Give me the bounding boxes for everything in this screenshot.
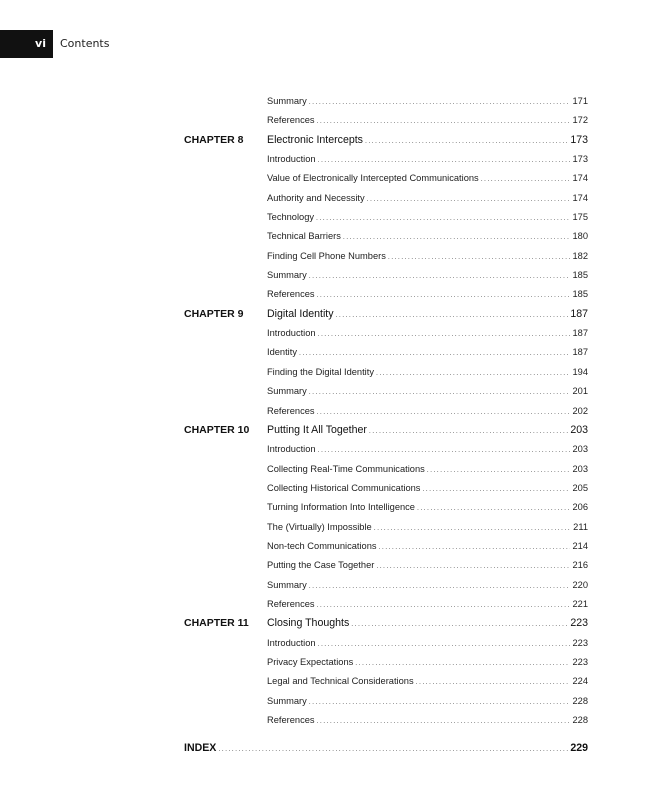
toc-section-row <box>0 382 647 401</box>
chapter-number: CHAPTER 10 <box>184 423 250 436</box>
toc-section-entry[interactable] <box>267 92 588 111</box>
toc-section-row <box>0 576 647 595</box>
page-number: 203 <box>572 444 588 455</box>
toc-section-row <box>0 653 647 672</box>
page-number: 187 <box>572 347 588 358</box>
section-title: Value of Electronically Intercepted Communications <box>267 173 479 184</box>
page-number: 220 <box>572 579 588 590</box>
toc-section-entry[interactable] <box>267 169 588 188</box>
toc-section-row <box>0 440 647 459</box>
chapter-number: CHAPTER 11 <box>184 617 249 630</box>
dot-leader <box>318 325 571 344</box>
toc-section-row <box>0 460 647 479</box>
toc-section-row <box>0 227 647 246</box>
toc-chapter-row <box>0 614 647 633</box>
page-number: 216 <box>572 560 588 571</box>
section-title: Legal and Technical Considerations <box>267 676 414 687</box>
chapter-title: Putting It All Together <box>267 423 367 436</box>
page-number: 203 <box>570 423 588 436</box>
toc-section-entry[interactable] <box>267 150 588 169</box>
page-number: 180 <box>572 231 588 242</box>
dot-leader <box>309 577 571 596</box>
toc-chapter-row <box>0 421 647 440</box>
toc-section-row <box>0 324 647 343</box>
toc-section-entry[interactable] <box>267 498 588 517</box>
toc-section-entry[interactable] <box>267 595 588 614</box>
page-number: 171 <box>572 96 588 106</box>
toc-section-entry[interactable] <box>267 363 588 382</box>
dot-leader <box>343 228 571 247</box>
dot-leader <box>416 673 571 692</box>
dot-leader <box>427 461 571 480</box>
page-number-badge: vi <box>0 30 53 58</box>
dot-leader <box>422 480 570 499</box>
toc-section-entry[interactable] <box>267 343 588 362</box>
toc-section-entry[interactable] <box>267 518 588 537</box>
chapter-number: CHAPTER 8 <box>184 133 244 146</box>
dot-leader <box>309 93 571 112</box>
toc-section-row <box>0 363 647 382</box>
toc-section-entry[interactable] <box>267 266 588 285</box>
toc-section-row <box>0 285 647 304</box>
dot-leader <box>316 209 570 228</box>
dot-leader <box>374 519 571 538</box>
toc-section-row <box>0 711 647 730</box>
dot-leader <box>318 151 571 170</box>
page-number: 185 <box>572 270 588 281</box>
toc-section-row <box>0 169 647 188</box>
page-number: 173 <box>572 154 588 165</box>
chapter-title: Closing Thoughts <box>267 617 350 630</box>
section-title: References <box>267 115 315 126</box>
section-title: Summary <box>267 386 307 397</box>
toc-section-entry[interactable] <box>267 440 588 459</box>
toc-section-row <box>0 498 647 517</box>
page-number: 172 <box>572 115 588 126</box>
dot-leader <box>317 286 571 305</box>
section-title: Turning Information Into Intelligence <box>267 502 415 513</box>
dot-leader <box>351 615 568 634</box>
toc-section-entry[interactable] <box>267 537 588 556</box>
toc-section-entry[interactable] <box>267 634 588 653</box>
dot-leader <box>317 596 571 615</box>
toc-section-entry[interactable] <box>267 711 588 730</box>
section-title: Finding Cell Phone Numbers <box>267 250 386 261</box>
page-number: 223 <box>572 637 588 648</box>
section-title: Summary <box>267 579 307 590</box>
toc-section-row <box>0 634 647 653</box>
dot-leader <box>317 112 571 131</box>
dot-leader <box>336 306 569 325</box>
toc-section-row <box>0 692 647 711</box>
section-title: Privacy Expectations <box>267 656 354 667</box>
toc-section-row <box>0 537 647 556</box>
dot-leader <box>481 170 571 189</box>
toc-section-row <box>0 556 647 575</box>
section-title: References <box>267 598 315 609</box>
page-number: 201 <box>572 386 588 397</box>
dot-leader <box>355 654 570 673</box>
index-page-number: 229 <box>570 742 588 754</box>
toc-section-entry[interactable] <box>267 382 588 401</box>
page-number: 187 <box>570 307 588 320</box>
section-title: Introduction <box>267 637 316 648</box>
dot-leader <box>318 441 571 460</box>
dot-leader <box>376 557 570 576</box>
toc-section-row <box>0 92 647 111</box>
chapter-number: CHAPTER 9 <box>184 307 244 320</box>
toc-section-row <box>0 343 647 362</box>
page-number: 228 <box>572 715 588 725</box>
toc-section-entry[interactable] <box>267 111 588 130</box>
page-number: 174 <box>572 173 588 184</box>
section-title: Collecting Historical Communications <box>267 482 421 493</box>
section-title: Summary <box>267 695 307 706</box>
toc-section-entry[interactable] <box>267 247 588 266</box>
toc-section-row <box>0 247 647 266</box>
toc-index-entry[interactable] <box>184 738 588 758</box>
section-title: References <box>267 715 315 725</box>
toc-chapter-entry[interactable] <box>267 614 588 633</box>
section-title: Technical Barriers <box>267 231 341 242</box>
toc-chapter-entry[interactable] <box>267 305 588 324</box>
page-number: 228 <box>572 695 588 706</box>
page-number: 223 <box>572 656 588 667</box>
toc-section-row <box>0 208 647 227</box>
page-number: 211 <box>573 521 588 532</box>
toc-section-entry[interactable] <box>267 576 588 595</box>
page-number: 223 <box>570 617 588 630</box>
dot-leader <box>317 403 571 422</box>
section-title: Authority and Necessity <box>267 192 365 203</box>
chapter-title: Electronic Intercepts <box>267 133 363 146</box>
section-title: References <box>267 289 315 300</box>
section-title: Introduction <box>267 328 316 339</box>
toc-section-row <box>0 595 647 614</box>
dot-leader <box>309 693 571 712</box>
dot-leader <box>218 740 568 760</box>
toc-section-entry[interactable] <box>267 653 588 672</box>
page-number: 174 <box>572 192 588 203</box>
page-number: 182 <box>572 250 588 261</box>
page-number: 203 <box>572 463 588 474</box>
section-title: Summary <box>267 96 307 106</box>
dot-leader <box>417 499 571 518</box>
toc-section-entry[interactable] <box>267 460 588 479</box>
toc-section-entry[interactable] <box>267 189 588 208</box>
section-title: The (Virtually) Impossible <box>267 521 372 532</box>
toc-section-row <box>0 150 647 169</box>
toc-section-row <box>0 518 647 537</box>
dot-leader <box>309 267 571 286</box>
toc-chapter-row <box>0 131 647 150</box>
dot-leader <box>379 538 571 557</box>
toc-chapter-entry[interactable] <box>267 421 588 440</box>
running-header-title: Contents <box>60 37 110 50</box>
toc-section-entry[interactable] <box>267 227 588 246</box>
toc-section-row <box>0 402 647 421</box>
toc-section-row <box>0 672 647 691</box>
toc-section-row <box>0 189 647 208</box>
dot-leader <box>317 712 571 731</box>
page-number: 205 <box>572 482 588 493</box>
toc-section-row <box>0 266 647 285</box>
index-label: INDEX <box>184 742 217 754</box>
page-number: 194 <box>572 366 588 377</box>
section-title: Non-tech Communications <box>267 540 377 551</box>
toc-chapter-entry[interactable] <box>267 131 588 150</box>
page-number: 221 <box>572 598 588 609</box>
toc-section-entry[interactable] <box>267 556 588 575</box>
page-number: 214 <box>572 540 588 551</box>
chapter-title: Digital Identity <box>267 307 334 320</box>
section-title: Summary <box>267 270 307 281</box>
section-title: Identity <box>267 347 297 358</box>
dot-leader <box>299 344 571 363</box>
dot-leader <box>376 364 571 383</box>
toc-section-row <box>0 479 647 498</box>
toc-section-entry[interactable] <box>267 479 588 498</box>
toc-section-entry[interactable] <box>267 672 588 691</box>
dot-leader <box>388 248 571 267</box>
dot-leader <box>369 422 568 441</box>
toc-section-entry[interactable] <box>267 324 588 343</box>
dot-leader <box>367 190 571 209</box>
section-title: Finding the Digital Identity <box>267 366 374 377</box>
section-title: Technology <box>267 212 315 223</box>
toc-section-entry[interactable] <box>267 402 588 421</box>
section-title: References <box>267 405 315 416</box>
page-number: 185 <box>572 289 588 300</box>
toc-section-row <box>0 111 647 130</box>
section-title: Introduction <box>267 154 316 165</box>
page-number: 206 <box>572 502 588 513</box>
toc-chapter-row <box>0 305 647 324</box>
dot-leader <box>318 635 571 654</box>
page-number: 202 <box>572 405 588 416</box>
dot-leader <box>365 132 568 151</box>
section-title: Introduction <box>267 444 316 455</box>
section-title: Putting the Case Together <box>267 560 375 571</box>
page-number: 173 <box>570 133 588 146</box>
page-number: 175 <box>572 212 588 223</box>
toc-section-entry[interactable] <box>267 285 588 304</box>
toc-section-entry[interactable] <box>267 208 588 227</box>
table-of-contents <box>0 92 647 730</box>
page-number: 224 <box>572 676 588 687</box>
dot-leader <box>309 383 571 402</box>
toc-section-entry[interactable] <box>267 692 588 711</box>
page-number: 187 <box>572 328 588 339</box>
section-title: Collecting Real-Time Communications <box>267 463 425 474</box>
